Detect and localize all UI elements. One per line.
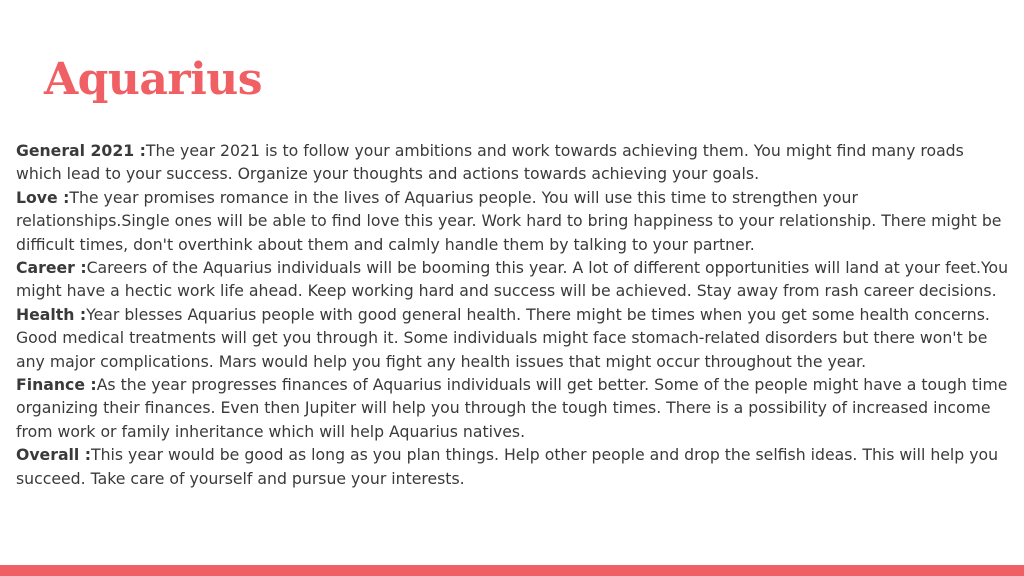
section-text: The year promises romance in the lives of Aquarius people. You will use this time to strengthen your relationships.Single ones will be able to find love this year. Work hard to bring happiness to your relationship. There might be difficult times, don't overthink about them and calmly handle them by talking to your partner. — [16, 187, 1002, 254]
section-overall — [16, 443, 1011, 490]
section-text: As the year progresses finances of Aquarius individuals will get better. Some of the people might have a tough time organizing their finances. Even then Jupiter will help you through the tough times. There is a possibility of increased income from work or family inheritance which will help Aquarius natives. — [16, 375, 1008, 441]
page-title: Aquarius — [44, 54, 263, 105]
section-label: Health : — [16, 304, 87, 324]
horoscope-body — [16, 139, 1011, 490]
section-love — [16, 186, 1011, 256]
section-general — [16, 139, 1011, 186]
section-career — [16, 256, 1011, 303]
section-label: Overall : — [16, 445, 92, 465]
section-text: Year blesses Aquarius people with good general health. There might be times when you get some health concerns. Good medical treatments will get you through it. Some individuals might face stomach-related disorders but there won't be any major complications. Mars would help you fight any health issues that might occur throughout the year. — [16, 304, 990, 371]
section-label: Love : — [16, 187, 70, 207]
section-label: Finance : — [16, 375, 97, 395]
section-text: The year 2021 is to follow your ambitions and work towards achieving them. You might find many roads which lead to your success. Organize your thoughts and actions towards achieving your goals. — [16, 141, 964, 184]
section-health — [16, 303, 1011, 373]
section-label: General 2021 : — [16, 141, 146, 160]
section-text: Careers of the Aquarius individuals will be booming this year. A lot of different opportunities will land at your feet.You might have a hectic work life ahead. Keep working hard and success will be achieved. Stay away from rash career decisions. — [16, 258, 1009, 301]
section-label: Career : — [16, 258, 87, 278]
section-finance — [16, 373, 1011, 443]
bottom-accent-bar — [0, 565, 1024, 576]
section-text: This year would be good as long as you plan things. Help other people and drop the selfish ideas. This will help you succeed. Take care of yourself and pursue your interests. — [16, 445, 999, 488]
